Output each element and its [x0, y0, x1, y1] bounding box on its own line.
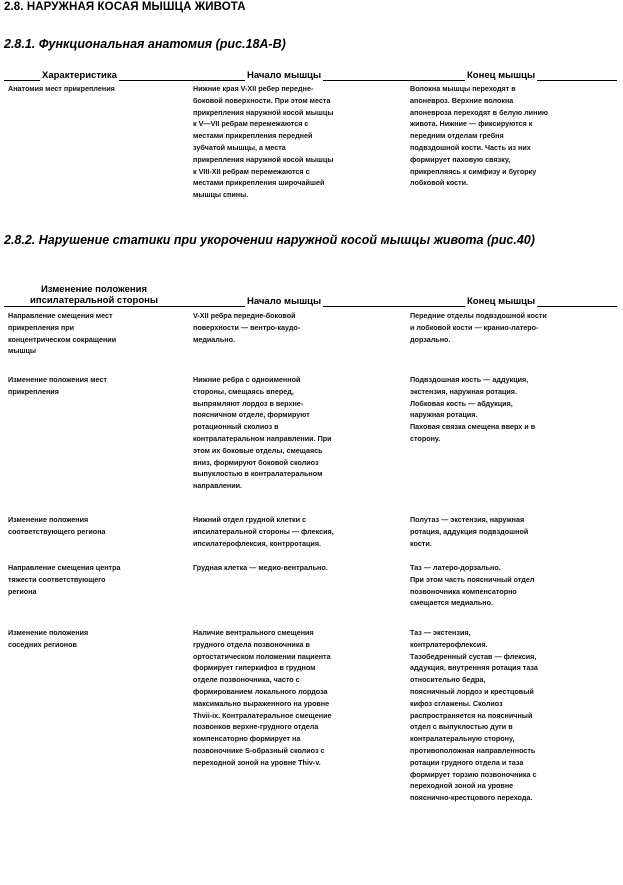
table2-row3-start: Нижний отдел грудной клетки с ипсилатеральной стороны — флексия, ипсилатерофлексия, контрротация. [193, 515, 334, 548]
table2-row5-start: Наличие вентрального смещения грудного отдела позвоночника в ортостатическом положении пациента формирует гиперкифоз в грудном отделе позвоночника, часто с формированием локального лордоза максимально выраженного на уровне Thvii-ix. Контралатеральное смещение позвонков верхне-грудного отдела компенсаторно формирует на позвоночнике S-образный сколиоз с переходной зоной на уровне Thiv-v. [193, 628, 332, 767]
table2-row1-char: Направление смещения мест прикрепления при концентрическом сокращении мышцы [8, 311, 117, 356]
table2-row2-end: Подвздошная кость — аддукция, экстензия, наружная ротация. Лобковая кость — абдукция, наружная ротация. Паховая связка смещена вверх и в сторону. [410, 375, 536, 443]
table2-col-end: Конец мышцы [467, 296, 536, 307]
table1-col-start: Начало мышцы [247, 70, 322, 81]
table2-col-change: Изменение положения ипсилатеральной стороны [4, 284, 184, 306]
table2-row4-start: Грудная клетка — медио-вентрально. [193, 563, 328, 572]
page-title: 2.8. НАРУЖНАЯ КОСАЯ МЫШЦА ЖИВОТА [4, 1, 246, 13]
table2-row1-end: Передние отделы подвздошной кости и лобковой кости — краниo-латеро- дорзально. [410, 311, 547, 344]
table1-col-end: Конец мышцы [467, 70, 536, 81]
table1-row-end: Волокна мышцы переходят в апоневроз. Верхние волокна апоневроза переходят в белую линию живота. Нижние — фиксируются к передним отделам гребня подвздошной кости. Часть из них формирует паховую связку, прикрепляясь к симфизу и бугорку лобковой кости. [410, 84, 549, 188]
table2-row1-start: V-XII ребра передне-боковой поверхности — вентро-каудо- медиально. [193, 311, 301, 344]
section-heading-statics-disorder: 2.8.2. Нарушение статики при укорочении наружной косой мышцы живота (рис.40) [4, 233, 535, 247]
table2-row3-end: Полутаз — экстензия, наружная ротация, аддукция подвздошной кости. [410, 515, 529, 548]
table1-row-char: Анатомия мест прикрепления [8, 84, 115, 93]
table2-row4-end: Таз — латеро-дорзально. При этом часть поясничный отдел позвоночника компенсаторно смещается медиально. [410, 563, 535, 608]
table2-row2-char: Изменение положения мест прикрепления [8, 375, 107, 396]
table2-row2-start: Нижние ребра с одноименной стороны, смещаясь вперед, выпрямляют лордоз в верхне- поясничном отделе, формируют ротационный сколиоз в контралатеральном направлении. При этом их боковые отделы, смещаясь вниз, формируют боковой сколиоз выпуклостью в контралатеральном направлении. [193, 375, 332, 491]
table2-row3-char: Изменение положения соответствующего региона [8, 515, 106, 536]
table2-col-start: Начало мышцы [247, 296, 322, 307]
section-heading-functional-anatomy: 2.8.1. Функциональная анатомия (рис.18А-В) [4, 37, 286, 51]
table2-row4-char: Направление смещения центра тяжести соответствующего региона [8, 563, 121, 596]
table1-row-start: Нижние края V-XII ребер передне- боковой поверхности. При этом места прикрепления наружной косой мышцы к V—VII ребрам перемежаются с местами прикрепления передней зубчатой мышцы, а места прикрепления наружной косой мышцы к VIII-XII ребрам перемежаются с местами прикрепления широчайшей мышцы спины. [193, 84, 334, 200]
table2-row5-end: Таз — экстензия, контрлатерофлексия. Тазобедренный сустав — флексия, аддукция, внутренняя ротация таза относительно бедра, поясничный лордоз и крестцовый кифоз сглажены. Сколиоз распространяется на поясничный отдел с выпуклостью дуги в контралатеральную сторону, противоположная направленность ротации грудного отдела и таза формирует торзию позвоночника с переходной зоной на уровне поясничнo-крестцового перехода. [410, 628, 538, 803]
table2-row5-char: Изменение положения соседних регионов [8, 628, 89, 649]
table1-col-characteristic: Характеристика [42, 70, 117, 81]
